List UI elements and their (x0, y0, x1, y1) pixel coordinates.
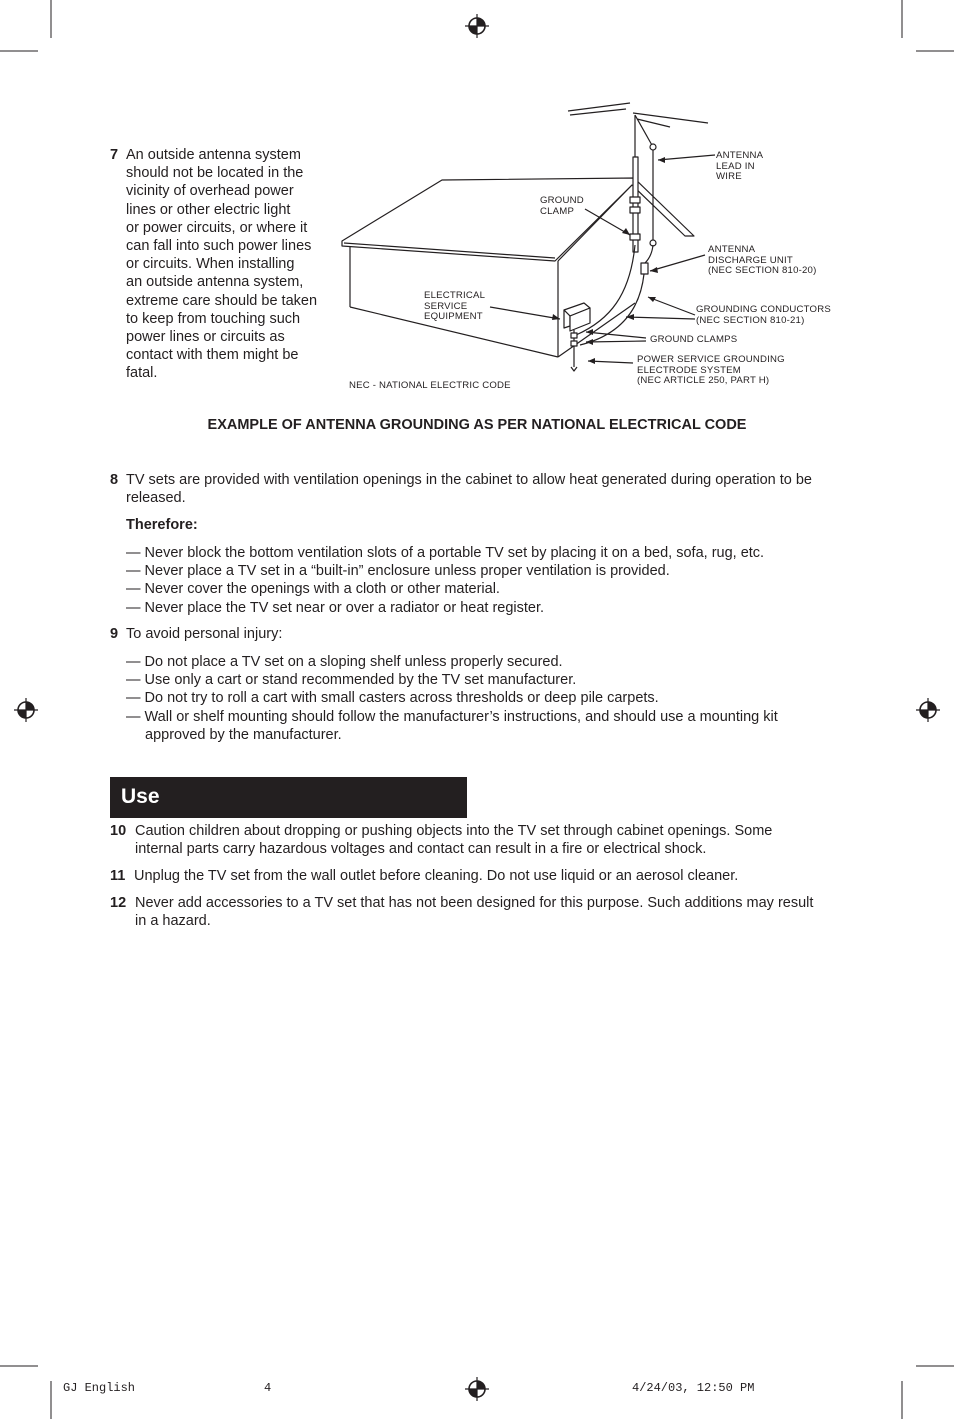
text-line: can fall into such power lines (126, 238, 312, 255)
list-item: — Never place a TV set in a “built-in” enclosure unless proper ventilation is provided. (126, 563, 670, 580)
footer-file-name: GJ English (63, 1381, 136, 1395)
list-item-continuation: approved by the manufacturer. (145, 726, 342, 743)
text-line: in a hazard. (135, 913, 211, 930)
therefore-label: Therefore: (126, 517, 198, 533)
section-heading-use (110, 777, 467, 818)
label-ground-clamps: GROUND CLAMPS (650, 334, 738, 345)
list-item: — Do not place a TV set on a sloping shelf unless properly secured. (126, 654, 563, 670)
text-line: Caution children about dropping or pushing objects into the TV set through cabinet openings. Some (135, 823, 773, 839)
text-line: contact with them might be (126, 347, 299, 364)
list-item: — Never block the bottom ventilation slots of a portable TV set by placing it on a bed, sofa, rug, etc. (126, 545, 765, 561)
text-line: Never add accessories to a TV set that has not been designed for this purpose. Such additions may result (135, 895, 814, 911)
item-9-bullets (126, 653, 856, 744)
label-electrical-service-equipment: ELECTRICAL SERVICE EQUIPMENT (424, 290, 486, 323)
text-line: vicinity of overhead power (126, 183, 294, 200)
item-12-text (135, 894, 855, 930)
text-line: should not be located in the (126, 165, 304, 182)
item-11-text: Unplug the TV set from the wall outlet before cleaning. Do not use liquid or an aerosol cleaner. (134, 868, 739, 884)
registration-mark-icon (916, 698, 940, 722)
text-line: fatal. (126, 365, 158, 382)
item-8-bullets (126, 544, 856, 617)
list-item: — Wall or shelf mounting should follow the manufacturer’s instructions, and should use a mounting kit (126, 708, 778, 725)
label-nec-note: NEC - NATIONAL ELECTRIC CODE (349, 380, 511, 391)
text-line: extreme care should be taken (126, 292, 318, 309)
item-8-text (126, 471, 856, 507)
label-grounding-conductors: GROUNDING CONDUCTORS (NEC SECTION 810-21) (696, 304, 831, 326)
text-line: or circuits. When installing (126, 256, 295, 273)
list-item: — Never place the TV set near or over a radiator or heat register. (126, 599, 545, 616)
list-item: — Never cover the openings with a cloth or other material. (126, 581, 500, 598)
registration-mark-icon (14, 698, 38, 722)
label-antenna-discharge-unit: ANTENNA DISCHARGE UNIT (NEC SECTION 810-20) (708, 244, 817, 277)
item-10-text (135, 822, 855, 858)
label-ground-clamp: GROUND CLAMP (540, 195, 584, 217)
item-number: 11 (110, 868, 126, 884)
item-number: 9 (110, 626, 119, 642)
text-line: released. (126, 490, 186, 507)
item-number: 8 (110, 472, 119, 488)
section-heading-text: Use (121, 785, 160, 808)
item-7-text (126, 146, 336, 383)
text-line: an outside antenna system, (126, 274, 304, 291)
label-antenna-lead-in-wire: ANTENNA LEAD IN WIRE (716, 150, 764, 183)
diagram-caption: EXAMPLE OF ANTENNA GROUNDING AS PER NATIONAL ELECTRICAL CODE (207, 417, 747, 433)
footer-page-number: 4 (264, 1381, 272, 1395)
text-line: or power circuits, or where it (126, 219, 308, 236)
item-number: 10 (110, 823, 127, 839)
text-line: An outside antenna system (126, 147, 301, 163)
text-line: lines or other electric light (126, 201, 291, 218)
text-line: power lines or circuits as (126, 329, 285, 346)
registration-mark-icon (465, 1377, 489, 1401)
text-line: to keep from touching such (126, 310, 301, 327)
label-power-service-grounding: POWER SERVICE GROUNDING ELECTRODE SYSTEM (NEC ARTICLE 250, PART H) (637, 354, 785, 387)
list-item: — Use only a cart or stand recommended by the TV set manufacturer. (126, 672, 577, 689)
registration-mark-icon (465, 14, 489, 38)
text-line: internal parts carry hazardous voltages and contact can result in a fire or electrical shock. (135, 841, 707, 858)
list-item: — Do not try to roll a cart with small casters across thresholds or deep pile carpets. (126, 690, 659, 707)
text-line: TV sets are provided with ventilation openings in the cabinet to allow heat generated during operation to be (126, 472, 812, 488)
item-number: 7 (110, 147, 119, 163)
item-number: 12 (110, 895, 127, 911)
item-9-text: To avoid personal injury: (126, 626, 283, 642)
footer-timestamp: 4/24/03, 12:50 PM (632, 1381, 755, 1395)
